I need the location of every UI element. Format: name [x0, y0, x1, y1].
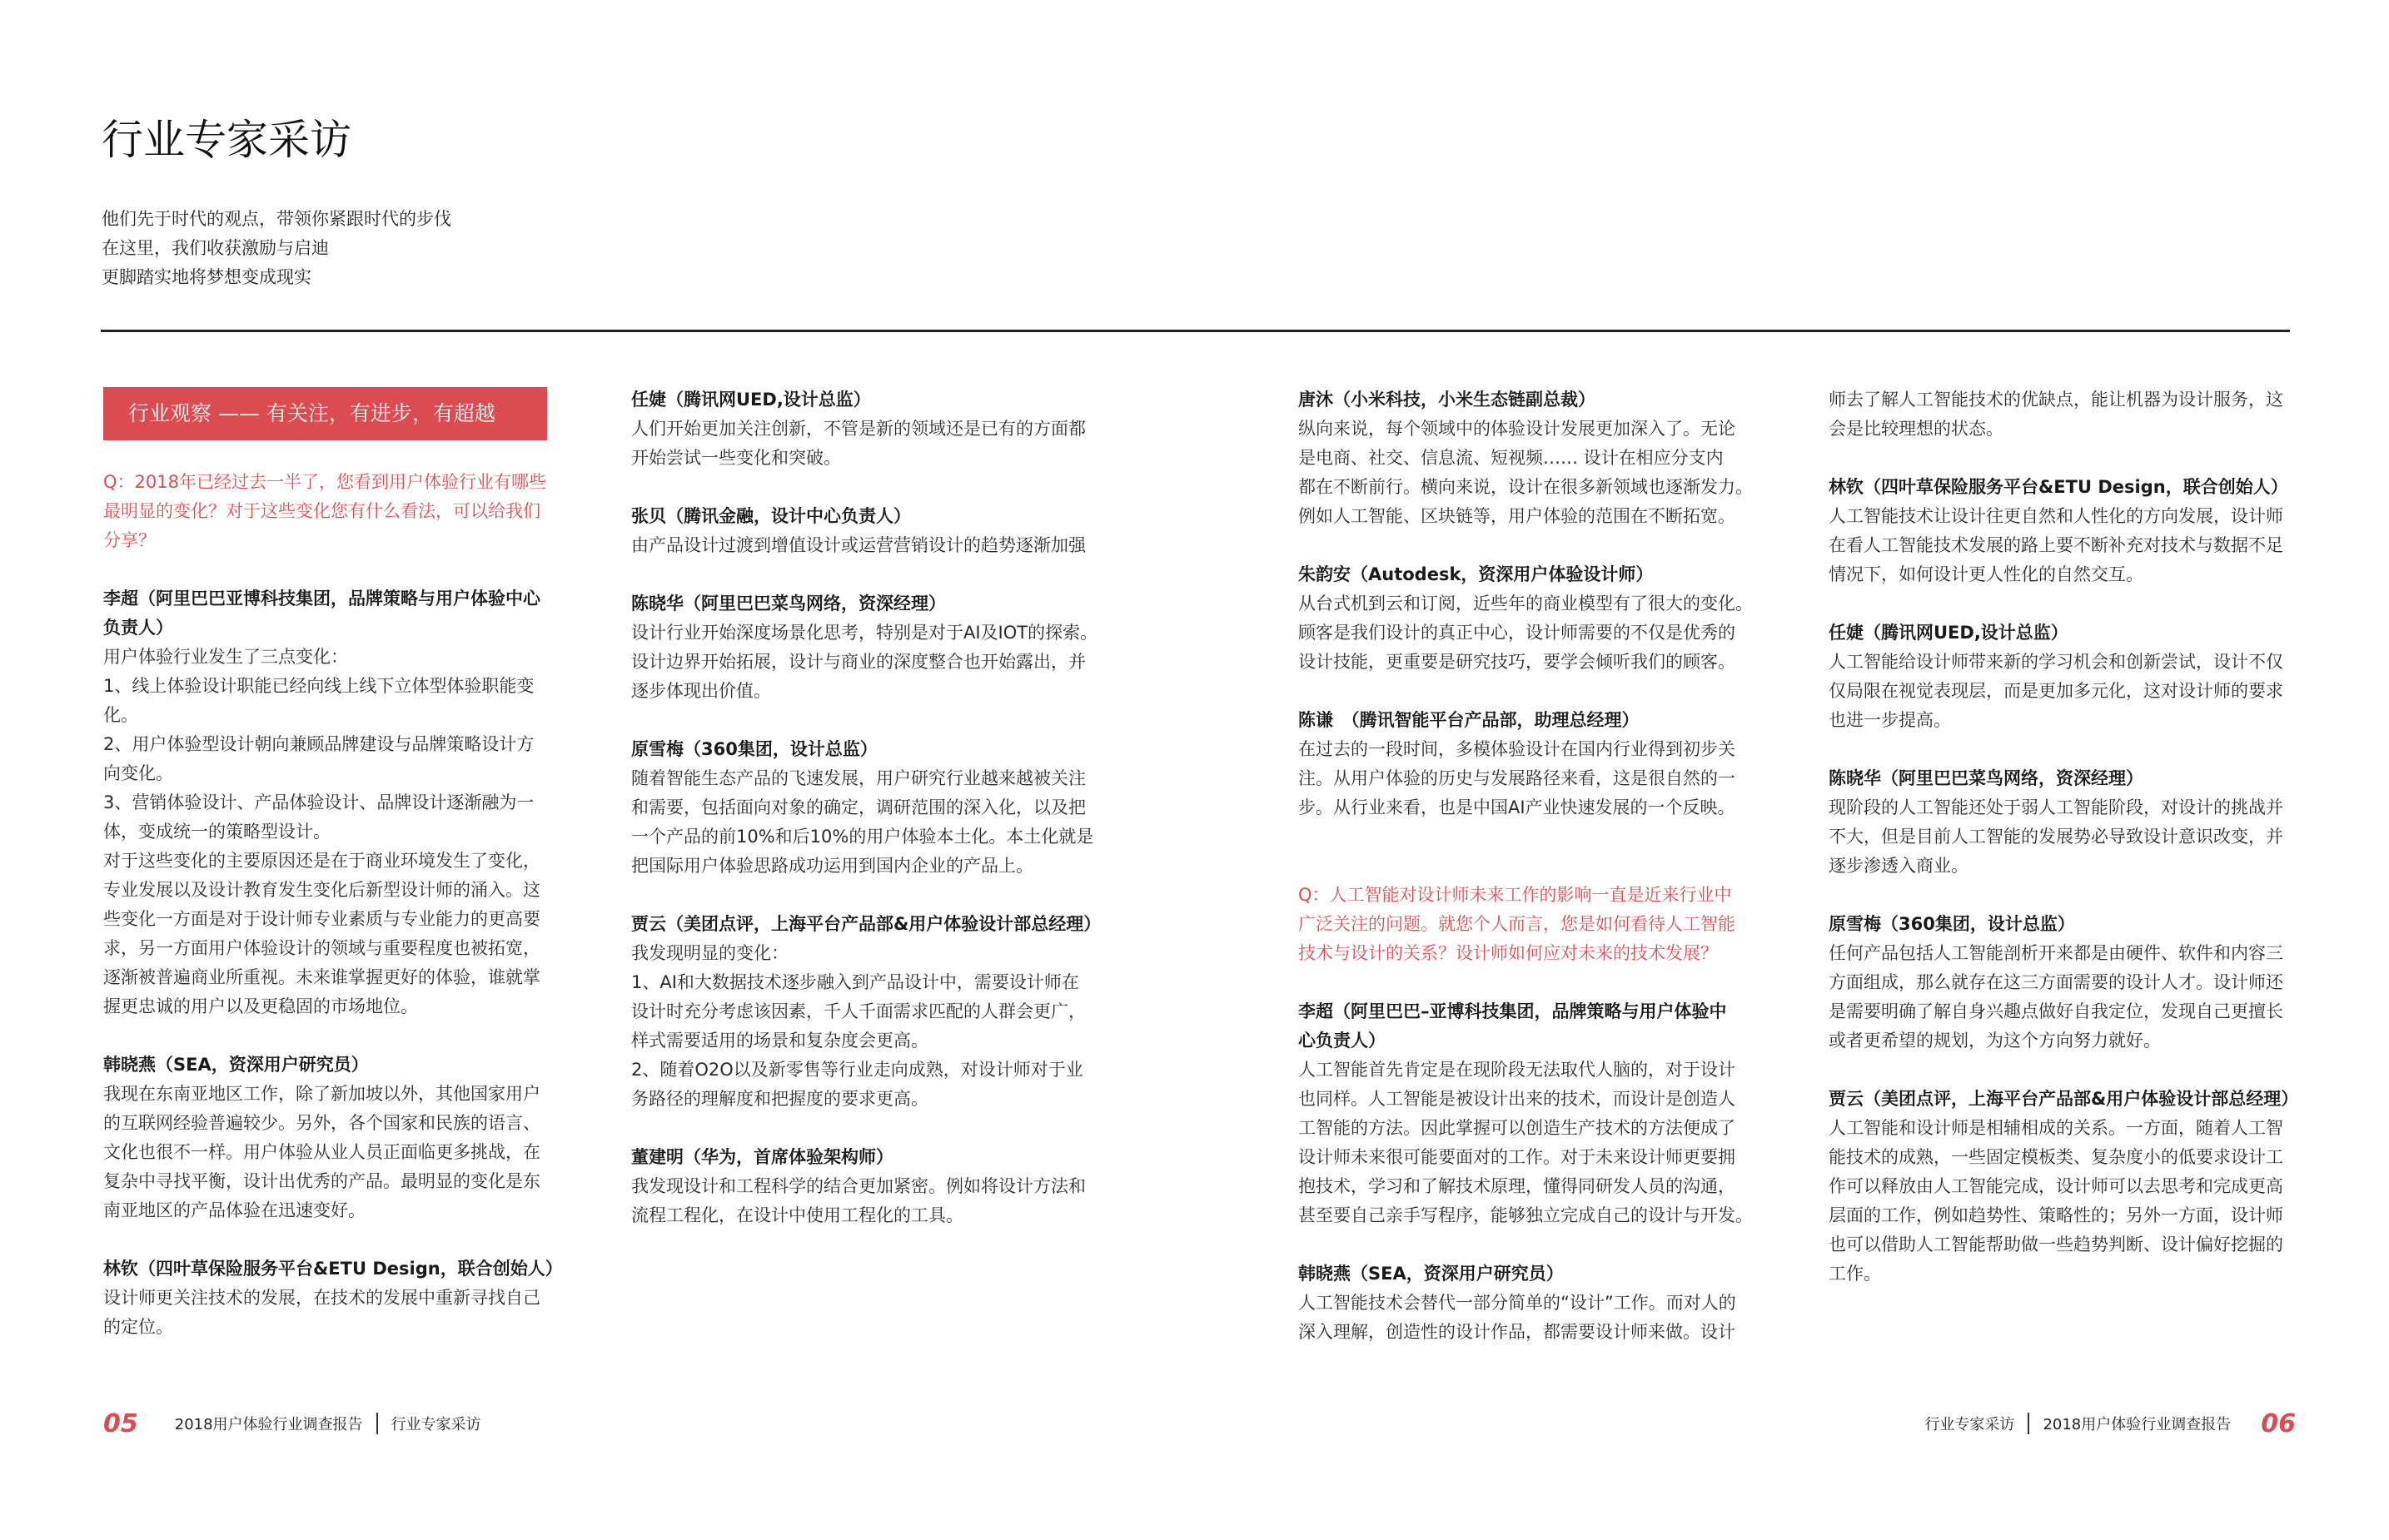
expert-name: 陈晓华（阿里巴巴菜鸟网络，资深经理）	[1829, 768, 2143, 788]
interview-entry	[1298, 1259, 1752, 1347]
interview-entry	[103, 1051, 553, 1225]
interview-entry	[1829, 1085, 2299, 1289]
expert-answer: 人工智能和设计师是相辅相成的关系。一方面，随着人工智 能技术的成熟，一些固定模板类、复杂度小的低要求设计工 作可以释放由人工智能完成，设计师可以去思考和完成更高 层面的工作，例如趋势性、策略性的；另外一方面，设计师 也可以借助人工智能帮助做一些趋势判断、设计偏好挖掘的 工作。	[1829, 1118, 2283, 1284]
expert-name: 李超（阿里巴巴–亚博科技集团，品牌策略与用户体验中 心负责人）	[1298, 1001, 1727, 1051]
interview-entry	[631, 1143, 1097, 1230]
expert-answer: 在过去的一段时间，多模体验设计在国内行业得到初步关 注。从用户体验的历史与发展路径来看，这是很自然的一 步。从行业来看，也是中国AI产业快速发展的一个反映。	[1298, 739, 1735, 817]
interview-entry	[631, 910, 1102, 1114]
interview-entry	[1298, 997, 1752, 1230]
expert-name: 张贝（腾讯金融，设计中心负责人）	[631, 506, 911, 526]
expert-name: 朱韵安（Autodesk，资深用户体验设计师）	[1298, 564, 1654, 584]
expert-name: 原雪梅（360集团，设计总监）	[1829, 914, 2075, 934]
interview-entry	[103, 1254, 563, 1342]
interview-entry	[1298, 385, 1752, 531]
footer-report-title: 2018用户体验行业调查报告	[174, 1416, 363, 1433]
footer-section-title: 行业专家采访	[1924, 1416, 2015, 1433]
column-4	[1829, 385, 2299, 1289]
footer-section-title: 行业专家采访	[391, 1416, 481, 1433]
expert-answer: 现阶段的人工智能还处于弱人工智能阶段，对设计的挑战并 不大，但是目前人工智能的发展势必导致设计意识改变，并 逐步渗透入商业。	[1829, 797, 2283, 876]
expert-answer-continued: 师去了解人工智能技术的优缺点，能让机器为设计服务，这 会是比较理想的状态。	[1829, 390, 2283, 439]
expert-answer: 人工智能首先肯定是在现阶段无法取代人脑的，对于设计 也同样。人工智能是被设计出来的技术，而设计是创造人 工智能的方法。因此掌握可以创造生产技术的方法便成了 设计师未来很可能要面对的工作。对于未来设计师更要拥 抱技术，学习和了解技术原理，懂得同研发人员的沟通， 甚至要自己亲手写程序，能够独立完成自己的设计与开发。	[1298, 1060, 1753, 1225]
page-subtitle: 他们先于时代的观点，带领你紧跟时代的步伐 在这里，我们收获激励与启迪 更脚踏实地将梦想变成现实	[102, 209, 451, 287]
expert-answer: 任何产品包括人工智能剖析开来都是由硬件、软件和内容三 方面组成，那么就存在这三方面需要的设计人才。设计师还 是需要明确了解自身兴趣点做好自我定位，发现自己更擅长 或者更希望的规划，为这个方向努力就好。	[1829, 943, 2283, 1051]
page-number-right: 06	[2261, 1408, 2296, 1438]
footer-separator	[376, 1413, 378, 1434]
expert-answer: 人们开始更加关注创新，不管是新的领域还是已有的方面都 开始尝试一些变化和突破。	[631, 419, 1086, 468]
expert-name: 董建明（华为，首席体验架构师）	[631, 1147, 893, 1167]
interview-entry	[1829, 473, 2299, 589]
column-3	[1298, 385, 1752, 1347]
expert-answer: 我发现明显的变化： 1、AI和大数据技术逐步融入到产品设计中，需要设计师在 设计时充分考虑该因素，千人千面需求匹配的人群会更广， 样式需要适用的场景和复杂度会更高。 2、随着O2O以及新零售等行业走向成熟，对设计师对于业 务路径的理解度和把握度的要求更高。	[631, 943, 1086, 1109]
expert-answer: 人工智能给设计师带来新的学习机会和创新尝试，设计不仅 仅局限在视觉表现层，而是更加多元化，这对设计师的要求 也进一步提高。	[1829, 652, 2283, 730]
footer-separator	[2028, 1413, 2029, 1434]
divider	[101, 330, 2290, 332]
section-banner: 行业观察 —— 有关注，有进步，有超越	[103, 387, 547, 440]
expert-answer: 人工智能技术让设计往更自然和人性化的方向发展，设计师 在看人工智能技术发展的路上要不断补充对技术与数据不足 情况下，如何设计更人性化的自然交互。	[1829, 506, 2283, 584]
footer-left	[103, 1407, 481, 1440]
expert-name: 韩晓燕（SEA，资深用户研究员）	[103, 1055, 369, 1075]
expert-name: 李超（阿里巴巴亚博科技集团，品牌策略与用户体验中心 负责人）	[103, 589, 540, 638]
expert-name: 唐沐（小米科技，小米生态链副总裁）	[1298, 390, 1595, 410]
expert-answer: 我现在东南亚地区工作，除了新加坡以外，其他国家用户 的互联网经验普遍较少。另外，各个国家和民族的语言、 文化也很不一样。用户体验从业人员正面临更多挑战，在 复杂中寻找平衡，设计出优秀的产品。最明显的变化是东 南亚地区的产品体验在迅速变好。	[103, 1084, 540, 1220]
interview-entry	[631, 735, 1097, 881]
expert-name: 贾云（美团点评，上海平台产品部&用户体验设计部总经理）	[631, 914, 1102, 934]
expert-answer: 设计师更关注技术的发展，在技术的发展中重新寻找自己 的定位。	[103, 1288, 540, 1337]
expert-name: 林钦（四叶草保险服务平台&ETU Design，联合创始人）	[1829, 477, 2288, 497]
expert-name: 陈晓华（阿里巴巴菜鸟网络，资深经理）	[631, 594, 946, 614]
interview-entry	[1829, 764, 2299, 881]
interview-entry	[103, 584, 553, 1021]
interview-entry	[1829, 618, 2299, 735]
footer-report-title: 2018用户体验行业调查报告	[2043, 1416, 2232, 1433]
page-title: 行业专家采访	[102, 116, 351, 164]
expert-name: 贾云（美团点评，上海平台产品部&用户体验设计部总经理）	[1829, 1089, 2299, 1109]
column-1	[103, 387, 563, 1342]
question-1: Q：2018年已经过去一半了，您看到用户体验行业有哪些 最明显的变化？对于这些变化您有什么看法，可以给我们 分享？	[103, 472, 546, 550]
expert-answer: 由产品设计过渡到增值设计或运营营销设计的趋势逐渐加强	[631, 535, 1086, 555]
interview-entry	[1298, 706, 1752, 822]
expert-answer: 我发现设计和工程科学的结合更加紧密。例如将设计方法和 流程工程化，在设计中使用工程化的工具。	[631, 1176, 1086, 1225]
expert-name: 任婕（腾讯网UED,设计总监）	[1829, 623, 2068, 643]
expert-name: 林钦（四叶草保险服务平台&ETU Design，联合创始人）	[103, 1259, 563, 1279]
interview-entry	[631, 589, 1097, 706]
interview-entry	[631, 502, 1097, 560]
column-2	[631, 385, 1102, 1230]
expert-answer: 人工智能技术会替代一部分简单的“设计”工作。而对人的 深入理解，创造性的设计作品，都需要设计师来做。设计	[1298, 1293, 1736, 1342]
expert-name: 原雪梅（360集团，设计总监）	[631, 739, 878, 759]
question-2: Q：人工智能对设计师未来工作的影响一直是近来行业中 广泛关注的问题。就您个人而言，您是如何看待人工智能 技术与设计的关系？设计师如何应对未来的技术发展？	[1298, 885, 1735, 963]
interview-entry	[1829, 910, 2299, 1056]
interview-entry	[631, 385, 1097, 473]
expert-name: 韩晓燕（SEA，资深用户研究员）	[1298, 1264, 1564, 1284]
page-number-left: 05	[103, 1408, 138, 1438]
expert-answer: 用户体验行业发生了三点变化： 1、线上体验设计职能已经向线上线下立体型体验职能变 化。 2、用户体验型设计朝向兼顾品牌建设与品牌策略设计方 向变化。 3、营销体验设计、产品体验设计、品牌设计逐渐融为一 体，变成统一的策略型设计。 对于这些变化的主要原因还是在于商业环境发生了变化， 专业发展以及设计教育发生变化后新型设计师的涌入。这 些变化一方面是对于设计师专业素质与专业能力的更高要 求，另一方面用户体验设计的领域与重要程度也被拓宽， 逐渐被普遍商业所重视。未来谁掌握更好的体验，谁就掌 握更忠诚的用户以及更稳固的市场地位。	[103, 647, 540, 1016]
expert-answer: 纵向来说，每个领域中的体验设计发展更加深入了。无论 是电商、社交、信息流、短视频…… 设计在相应分支内 都在不断前行。横向来说，设计在很多新领域也逐渐发力。 例如人工智能、区块链等，用户体验的范围在不断拓宽。	[1298, 419, 1753, 526]
interview-entry	[1298, 560, 1752, 677]
footer-right	[1924, 1407, 2296, 1440]
expert-name: 任婕（腾讯网UED,设计总监）	[631, 390, 871, 410]
expert-answer: 从台式机到云和订阅，近些年的商业模型有了很大的变化。 顾客是我们设计的真正中心，设计师需要的不仅是优秀的 设计技能，更重要是研究技巧，要学会倾听我们的顾客。	[1298, 594, 1753, 672]
expert-answer: 设计行业开始深度场景化思考，特别是对于AI及IOT的探索。 设计边界开始拓展，设计与商业的深度整合也开始露出，并 逐步体现出价值。	[631, 623, 1098, 701]
expert-answer: 随着智能生态产品的飞速发展，用户研究行业越来越被关注 和需要，包括面向对象的确定，调研范围的深入化，以及把 一个产品的前10%和后10%的用户体验本土化。本土化就是 把国际用户体验思路成功运用到国内企业的产品上。	[631, 768, 1094, 876]
expert-name: 陈谦 （腾讯智能平台产品部，助理总经理）	[1298, 710, 1640, 730]
